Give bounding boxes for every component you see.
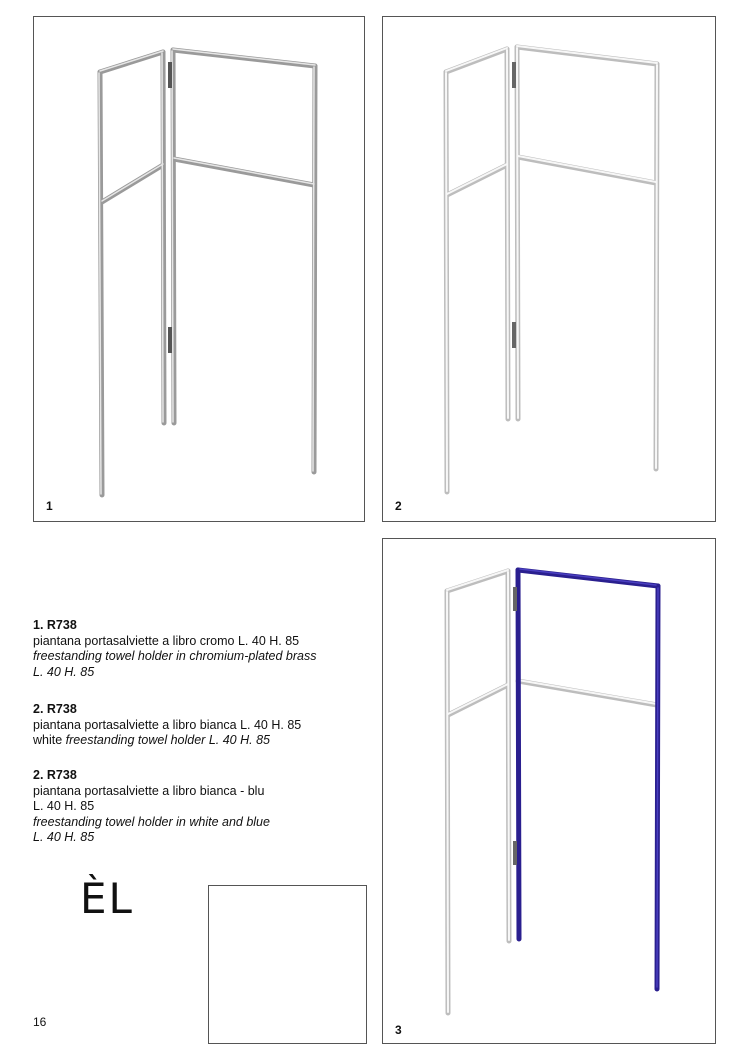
english-prefix: white xyxy=(33,733,66,747)
figure-number: 2 xyxy=(395,499,402,513)
product-code: 1. R738 xyxy=(33,618,77,632)
brand-logo: ÈL xyxy=(80,874,134,923)
product-code: 2. R738 xyxy=(33,768,77,782)
towel-holder-chrome-illustration xyxy=(34,17,366,523)
dimensions-italian: L. 40 H. 85 xyxy=(33,799,95,813)
dimensions: L. 40 H. 85 xyxy=(33,830,95,844)
product-image-3 xyxy=(382,538,716,1044)
product-description-1 xyxy=(33,618,316,680)
figure-number: 1 xyxy=(46,499,53,513)
product-description-2 xyxy=(33,702,301,749)
dimensions: L. 40 H. 85 xyxy=(33,664,95,679)
description-italian: piantana portasalviette a libro cromo L. 40 H. 85 xyxy=(33,633,300,648)
description-english: freestanding towel holder in white and blue xyxy=(33,814,270,829)
description-italian: piantana portasalviette a libro bianca L. 40 H. 85 xyxy=(33,717,302,732)
description-italian: piantana portasalviette a libro bianca - blu xyxy=(33,783,265,798)
towel-holder-white-blue-illustration xyxy=(383,539,717,1045)
english-suffix: L. 40 H. 85 xyxy=(205,733,270,747)
page-number: 16 xyxy=(33,1015,47,1029)
product-description-3 xyxy=(33,768,270,846)
description-english: freestanding towel holder in chromium-plated brass xyxy=(33,649,317,663)
english-italic: freestanding towel holder xyxy=(65,733,206,747)
product-image-2 xyxy=(382,16,716,522)
description-english xyxy=(33,733,301,749)
product-code: 2. R738 xyxy=(33,702,77,716)
empty-frame xyxy=(208,885,367,1044)
figure-number: 3 xyxy=(395,1023,402,1037)
product-image-1 xyxy=(33,16,365,522)
towel-holder-white-illustration xyxy=(383,17,717,523)
